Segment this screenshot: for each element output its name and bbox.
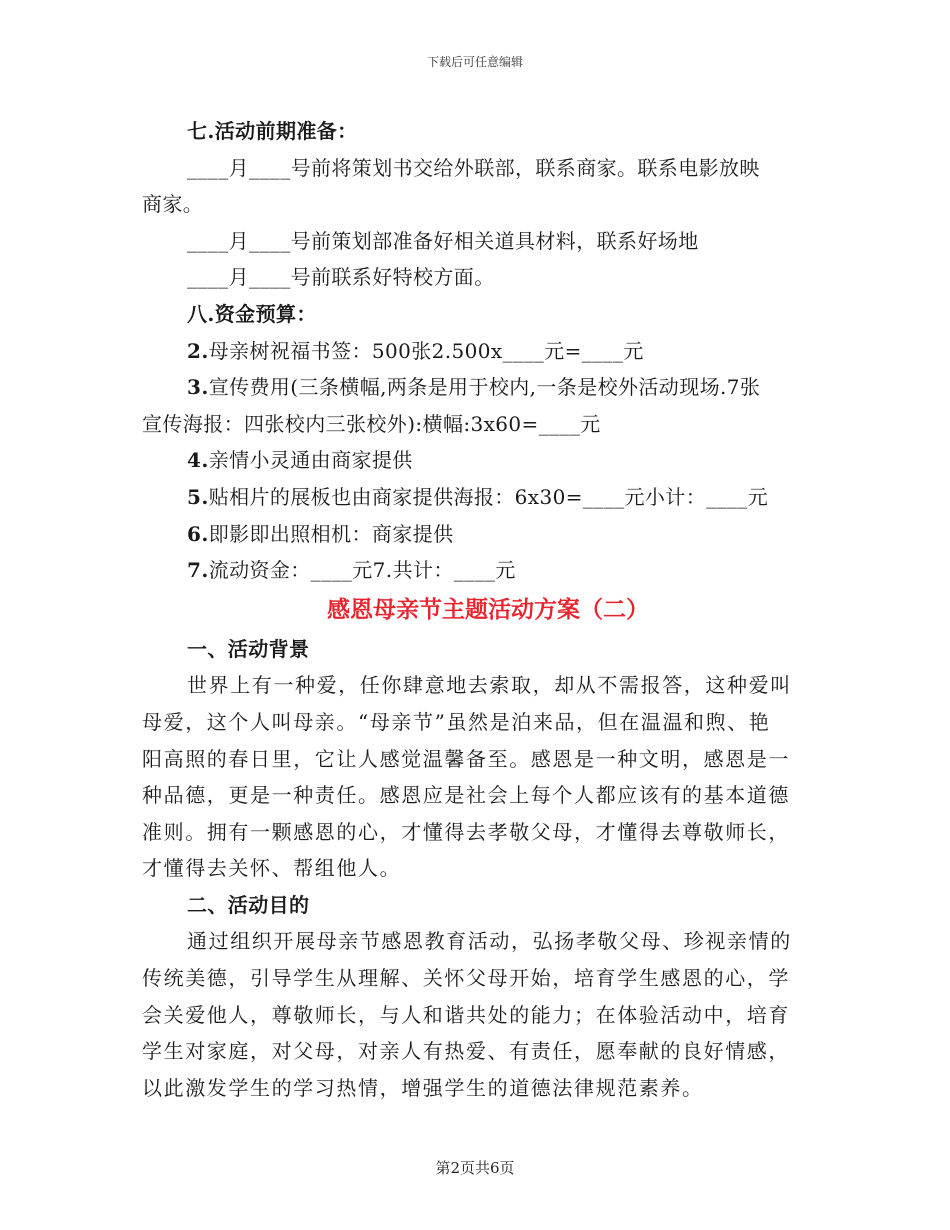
background-heading: 一、活动背景 (187, 636, 310, 661)
budget-item-text: 贴相片的展板也由商家提供海报：6x30=____元小计：____元 (208, 484, 769, 509)
budget-item-number: 7. (187, 558, 209, 583)
budget-item-number: 4. (187, 448, 209, 473)
section-7-line: ____月____号前联系好特校方面。 (187, 265, 495, 290)
budget-item-text: 宣传海报：四张校内三张校外):横幅:3x60=____元 (142, 411, 601, 436)
budget-item-number: 2. (187, 338, 209, 363)
document-body (142, 113, 812, 1106)
page-footer: 第2页共6页 (435, 1159, 515, 1177)
purpose-line: 以此激发学生的学习热情，增强学生的道德法律规范素养。 (142, 1075, 704, 1100)
section-7-line: 商家。 (142, 192, 204, 217)
purpose-heading: 二、活动目的 (187, 892, 310, 917)
page-header: 下载后可任意编辑 (426, 55, 523, 69)
budget-item-continuation (142, 406, 812, 443)
purpose-line: 会关爱他人，尊敬师长，与人和谐共处的能力；在体验活动中，培育 (142, 1002, 790, 1027)
budget-item-number: 6. (187, 521, 209, 546)
background-line: 才懂得去关怀、帮组他人。 (142, 856, 402, 881)
section-7-line: ____月____号前策划部准备好相关道具材料，联系好场地 (187, 228, 699, 253)
background-line: 阳高照的春日里，它让人感觉温馨备至。感恩是一种文明，感恩是一 (142, 746, 790, 771)
section-7-line: ____月____号前将策划书交给外联部，联系商家。联系电影放映 (187, 155, 760, 180)
budget-item (142, 516, 812, 553)
budget-item-text: 即影即出照相机：商家提供 (208, 521, 454, 546)
section-7-heading: 七.活动前期准备： (187, 119, 358, 143)
budget-item (142, 369, 812, 406)
background-line: 种品德，更是一种责任。感恩应是社会上每个人都应该有的基本道德 (142, 783, 790, 808)
purpose-line: 传统美德，引导学生从理解、关怀父母开始，培育学生感恩的心，学 (142, 966, 790, 991)
budget-item (142, 442, 812, 479)
section-8-heading: 八.资金预算： (187, 301, 317, 326)
budget-item-text: 流动资金：____元7.共计：____元 (208, 558, 516, 583)
budget-item (142, 333, 812, 370)
budget-item-number: 3. (187, 375, 209, 400)
plan-title: 感恩母亲节主题活动方案（二） (327, 595, 649, 623)
background-line: 准则。拥有一颗感恩的心，才懂得去孝敬父母，才懂得去尊敬师长， (142, 819, 790, 844)
purpose-line: 通过组织开展母亲节感恩教育活动，弘扬孝敬父母、珍视亲情的 (187, 929, 792, 954)
budget-item (142, 552, 812, 589)
budget-item-text: 宣传费用(三条横幅,两条是用于校内,一条是校外活动现场.7张 (208, 375, 761, 400)
budget-item-text: 亲情小灵通由商家提供 (208, 448, 413, 473)
background-line: 母爱，这个人叫母亲。“母亲节”虽然是泊来品，但在温温和煦、艳 (142, 709, 771, 734)
purpose-line: 学生对家庭，对父母，对亲人有热爱、有责任，愿奉献的良好情感， (142, 1039, 790, 1064)
budget-item (142, 479, 812, 516)
budget-item-text: 母亲树祝福书签：500张2.500x____元=____元 (208, 338, 644, 363)
budget-item-number: 5. (187, 484, 209, 509)
background-line: 世界上有一种爱，任你肆意地去索取，却从不需报答，这种爱叫 (187, 673, 792, 698)
